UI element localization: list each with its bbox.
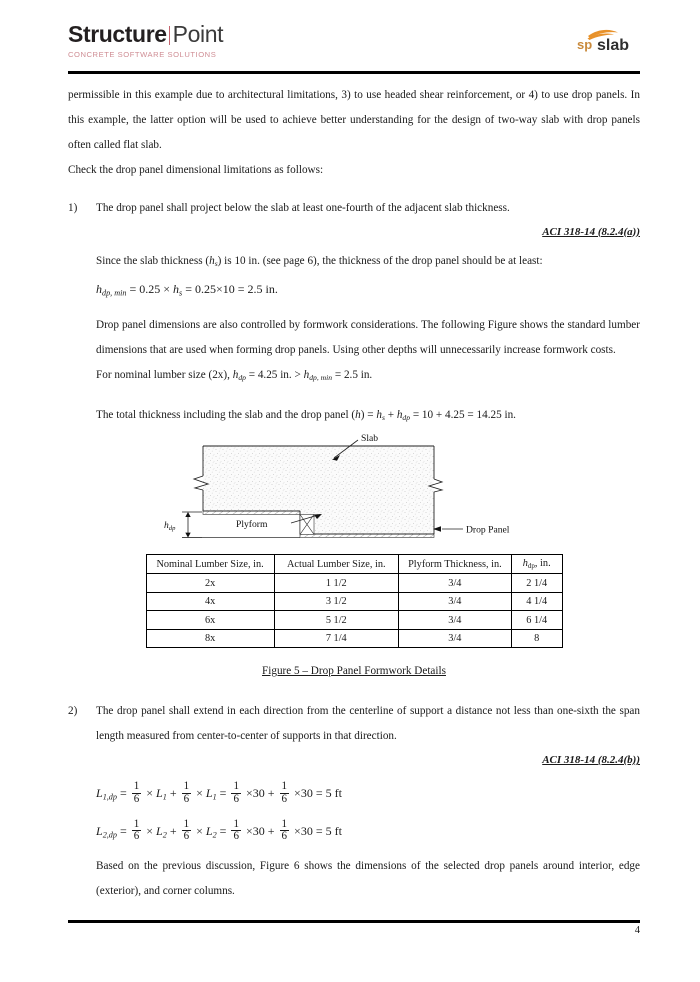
table-header-plyform: Plyform Thickness, in.	[398, 555, 511, 574]
document-page	[0, 22, 700, 982]
page-header	[68, 22, 640, 68]
eq2-var: L	[96, 823, 103, 838]
lumber-dimensions-table	[146, 554, 563, 648]
list-item-2-text: The drop panel shall extend in each direction from the centerline of support a distance not less than one-sixth the span length measured from center-to-center of supports in that direction.	[96, 705, 640, 743]
table-header-hdp	[511, 555, 562, 574]
formwork-paragraph: Drop panel dimensions are also controlled by formwork considerations. The following Figure shows the standard lumber dimensions that are used when forming drop panels. Using other depths will unnecessarily increase formwork costs.	[96, 319, 640, 356]
total-plus: +	[384, 409, 397, 422]
closing-paragraph: Based on the previous discussion, Figure 6 shows the dimensions of the selected drop panels around interior, edge (exterior), and corner columns.	[96, 859, 640, 897]
since-line-pre: Since the slab thickness (	[96, 254, 210, 267]
total-thickness-line	[96, 403, 640, 430]
eq2-result: = 5 ft	[315, 823, 342, 838]
eq-hdp-var2: h	[173, 281, 180, 296]
item2-equations	[96, 780, 640, 904]
eq2-frac-4: $\frac{1}{6}$	[281, 817, 288, 843]
footer-divider-rule	[68, 920, 640, 923]
equation-L1dp: $L_{1,dp}$ = $\frac{1}{6}$ × $L_1$ + $\frac{1}{6}$ × $L_1$ = $\frac{1}{6}$ ×30 + $\frac{1}{6}$ ×30 = 5 ft	[96, 780, 342, 805]
eq2-term-var-a: L	[156, 823, 163, 838]
eq1-result: = 5 ft	[315, 786, 342, 801]
eq1-term-var-b: L	[205, 786, 213, 801]
cell-nominal: 6x	[146, 611, 274, 630]
eq2-term-var-b: L	[205, 823, 213, 838]
total-sub-s: s	[381, 413, 385, 423]
table-header-nominal: Nominal Lumber Size, in.	[146, 555, 274, 574]
cell-plyform: 3/4	[398, 629, 511, 648]
eq1-var: L	[96, 786, 103, 801]
eq1-span-b: 30	[300, 786, 313, 801]
total-line-pre: The total thickness including the slab and the drop panel (	[96, 409, 356, 422]
logo-point-text: Point	[172, 21, 224, 47]
cell-hdp: 4 1/4	[511, 592, 562, 611]
aci-reference-2-text: ACI 318-14 (8.2.4(b))	[542, 754, 640, 767]
table-row	[146, 629, 562, 648]
since-line-post: ) is 10 in. (see page 6), the thickness of the drop panel should be at least:	[217, 254, 543, 267]
cell-plyform: 3/4	[398, 592, 511, 611]
cell-nominal: 8x	[146, 629, 274, 648]
structurepoint-logo	[68, 22, 223, 59]
cell-plyform: 3/4	[398, 611, 511, 630]
eq2-span-b: 30	[300, 823, 313, 838]
nominal-line-pre: For nominal lumber size (2x),	[96, 369, 233, 381]
slab-thickness-line	[96, 249, 640, 276]
cell-plyform: 3/4	[398, 574, 511, 593]
cell-actual: 1 1/2	[274, 574, 398, 593]
figure-label-drop-panel: Drop Panel	[466, 524, 510, 536]
nominal-var1: h	[232, 369, 239, 381]
total-var-h: h	[355, 409, 361, 422]
table-header-hdp-tail: , in.	[534, 558, 551, 570]
list-item-2-number: 2)	[68, 705, 78, 718]
total-var-hs: h	[376, 409, 382, 422]
eq2-frac-2: $\frac{1}{6}$	[183, 817, 190, 843]
since-variable: h	[209, 254, 215, 267]
nominal-mid: = 4.25 in. >	[245, 369, 304, 381]
total-end: = 10 + 4.25 = 14.25 in.	[410, 409, 516, 422]
table-header-hdp-var: h	[522, 558, 528, 570]
table-row	[146, 574, 562, 593]
eq1-term-var-a: L	[156, 786, 163, 801]
cell-actual: 7 1/4	[274, 629, 398, 648]
figure-5-caption-text: Figure 5 – Drop Panel Formwork Details	[262, 665, 446, 678]
item1-body-block	[96, 249, 640, 431]
eq-hdp-sub2: s	[179, 288, 183, 297]
aci-reference-2	[68, 749, 640, 771]
equation-hdp-min	[96, 276, 640, 306]
eq-hdp-rhs1: = 0.25 ×	[129, 281, 171, 296]
list-item-1-number: 1)	[68, 201, 78, 214]
total-sub-dp: dp	[402, 413, 411, 423]
table-body	[146, 574, 562, 648]
intro-paragraph: permissible in this example due to architectural limitations, 3) to use headed shear reinforcement, or 4) to use drop panels. In this example, the latter option will be used to achieve better understanding for the design of two-way slab with drop panels often called flat slab.	[68, 88, 640, 151]
figure-label-plyform: Plyform	[236, 519, 268, 531]
logo-tagline: CONCRETE SOFTWARE SOLUTIONS	[68, 50, 217, 59]
svg-text:slab: slab	[597, 37, 630, 54]
eq1-sub: 1,dp	[102, 792, 117, 802]
cell-actual: 3 1/2	[274, 592, 398, 611]
nominal-lumber-line	[96, 363, 640, 390]
eq1-frac-3: $\frac{1}{6}$	[233, 780, 239, 805]
cell-nominal: 4x	[146, 592, 274, 611]
nominal-end: = 2.5 in.	[332, 369, 373, 381]
check-line: Check the drop panel dimensional limitations as follows:	[68, 163, 324, 176]
table-header-row	[146, 555, 562, 574]
aci-reference-1-text: ACI 318-14 (8.2.4(a))	[542, 225, 640, 238]
nominal-sub1: dp	[238, 373, 246, 383]
figure-label-hdp: $h_{dp}$	[164, 520, 176, 533]
page-number: 4	[634, 925, 640, 936]
table-header-hdp-sub: dp	[527, 562, 535, 571]
table-row	[146, 611, 562, 630]
eq1-span-a: 30	[252, 786, 265, 801]
eq2-span-a: 30	[252, 823, 265, 838]
cell-hdp: 2 1/4	[511, 574, 562, 593]
eq2-sub: 2,dp	[102, 829, 117, 839]
eq2-frac-1: $\frac{1}{6}$	[133, 817, 140, 843]
aci-reference-1	[68, 221, 640, 243]
list-item-1-text: The drop panel shall project below the slab at least one-fourth of the adjacent slab thickness.	[96, 201, 510, 214]
cell-actual: 5 1/2	[274, 611, 398, 630]
total-var-hdp: h	[396, 409, 403, 422]
eq-hdp-rhs2: = 0.25×10 = 2.5 in.	[185, 281, 278, 296]
table-row	[146, 592, 562, 611]
eq1-frac-1: $\frac{1}{6}$	[133, 780, 140, 805]
logo-wordmark	[68, 22, 223, 47]
equation-L2dp: $L_{2,dp}$ = $\frac{1}{6}$ × $L_2$ + $\frac{1}{6}$ × $L_2$ = $\frac{1}{6}$ ×30 + $\frac{1}{6}$ ×30 = 5 ft	[96, 817, 342, 843]
nominal-var2: h	[303, 369, 310, 381]
nominal-sub2: dp, min	[309, 373, 333, 383]
eq-hdp-var: h	[96, 281, 102, 296]
figure-label-slab: Slab	[361, 434, 379, 445]
eq1-frac-4: $\frac{1}{6}$	[281, 780, 288, 805]
list-item-1	[68, 196, 640, 221]
document-content	[68, 74, 640, 904]
eq1-frac-2: $\frac{1}{6}$	[183, 780, 190, 805]
eq2-frac-3: $\frac{1}{6}$	[233, 817, 239, 843]
cell-hdp: 6 1/4	[511, 611, 562, 630]
eq-hdp-sub: dp, min	[102, 288, 127, 297]
spslab-logo	[576, 27, 640, 55]
logo-divider-bar	[169, 26, 170, 45]
figure-5-caption	[68, 665, 640, 677]
cell-hdp: 8	[511, 629, 562, 648]
list-item-2	[68, 699, 640, 749]
table-header-actual: Actual Lumber Size, in.	[274, 555, 398, 574]
logo-structure-text: Structure	[68, 21, 167, 47]
cell-nominal: 2x	[146, 574, 274, 593]
since-variable-sub: s	[214, 258, 218, 268]
svg-text:sp: sp	[577, 37, 593, 52]
total-mid1: ) =	[360, 409, 377, 422]
figure-5-diagram	[68, 434, 640, 552]
